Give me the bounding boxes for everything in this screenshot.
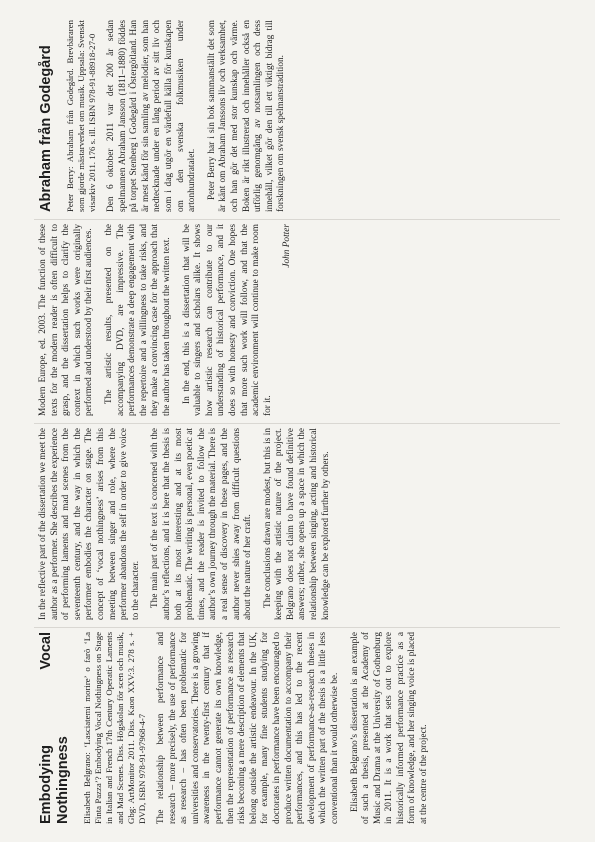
column-rule	[34, 627, 560, 628]
column-1	[38, 632, 558, 824]
column-rule	[34, 423, 560, 424]
body-paragraph: The relationship between performance and research – more precisely, the use of performance as research – has often been problematic for universities and conservatories. There is a growing awareness in the twenty-first century that if performance cannot generate its own knowledge, then the representation of performance as research risks becoming a mere description of elements that belong outside the artistic endeavour. In the UK, for example, many fine students studying for doctorates in performance have been encouraged to produce written documentation to accompany their performances, and this has led to the recent development of performance-as-research theses in which the written part of the thesis is a little less conventional than it would otherwise be.	[156, 632, 340, 824]
review-bibliography: Elisabeth Belgrano: ‘Lasciatemi morire’ o farò ‘La Finta Pazza’? Embodying Vocal Nothingness on Stage in Italian and French 17th Century Operatic Laments and Mad Scenes. Diss. Högskolan för scen och musik, Gbg: ArtMonitor 2011. Diss. Kaon XXV:3. 278 s. + DVD, ISBN 978-91-97968-4-7	[82, 632, 147, 824]
review-title: Embodying Vocal Nothingness	[38, 632, 71, 824]
body-paragraph: In the end, this is a dissertation that will be valuable to singers and scholars alike. It shows how artistic research can contribute to our understanding of historical performance, and it does so with honesty and conviction. One hopes that more such work will follow, and that the academic environment will continue to make room for it.	[181, 224, 273, 416]
body-paragraph: The main part of the text is concerned with the author’s reflections, and it is here that the thesis is both at its most interesting and at its most problematic. The writing is personal, even poetic at times, and the reader is invited to follow the author’s own journey through the material. There is a real sense of discovery in these pages, and the author never shies away from difficult questions about the nature of her craft.	[150, 428, 254, 620]
body-paragraph: Elisabeth Belgrano’s dissertation is an example of such a thesis, presented at the Academy of Music and Drama at the University of Gothenburg in 2011. It is a work that sets out to explore historically informed performance practice as a form of knowledge, and her singing voice is placed at the centre of the project.	[349, 632, 430, 824]
column-rule	[34, 219, 560, 220]
review-bibliography: Peter Berry: Abraham från Godegård. Brevbäraren som gjorde mästarverket om musik. Uppsala: Svenskt visarkiv 2011. 176 s. ill. ISBN 978-91-88918-27-0	[65, 20, 97, 212]
body-paragraph: In the reflective part of the dissertation we meet the author as a performer. She describes the experience of performing laments and mad scenes from the seventeenth century, and the way in which the performer embodies the character on stage. The concept of ‘vocal nothingness’ arises from this meeting between singer and role, where the performer abandons the self in order to give voice to the character.	[38, 428, 141, 620]
column-2	[38, 428, 558, 620]
body-paragraph: Peter Berry har i sin bok sammanställt det som är känt om Abraham Janssons liv och verksamhet, och han gör det med stor kunskap och värme. Boken är rikt illustrerad och innehåller också en utförlig genomgång av notsamlingen och dess innehåll, vilket gör den till ett viktigt bidrag till forskningen om svensk spelmanstradition.	[206, 20, 287, 212]
reviewer-name: John Potter	[282, 224, 293, 268]
column-4	[38, 20, 558, 212]
column-3	[38, 224, 558, 416]
body-paragraph: The artistic results, presented on the accompanying DVD, are impressive. The performances demonstrate a deep engagement with the repertoire and a willingness to take risks, and they make a convincing case for the approach that the author has taken throughout the written text.	[103, 224, 172, 416]
body-paragraph: The conclusions drawn are modest, but this is in keeping with the artistic nature of the project. Belgrano does not claim to have found definitive answers; rather, she opens up a space in which the relationship between singing, acting and historical knowledge can be explored further by others.	[262, 428, 331, 620]
review-title: Abraham från Godegård	[38, 45, 54, 212]
body-paragraph: Modern Europe, ed. 2003. The function of these texts for the modern reader is often difficult to grasp, and the dissertation helps to clarify the context in which such works were originally performed and understood by their first audiences.	[38, 224, 95, 416]
body-paragraph: Den 6 oktober 2011 var det 200 år sedan spelmannen Abraham Jansson (1811–1880) föddes på torpet Stenberg i Godegård i Östergötland. Han är mest känd för sin samling av melodier, som han nedtecknade under en lång period av sitt liv och som i dag utgör en värdefull källa för kunskapen om den svenska folkmusiken under artonhundratalet.	[106, 20, 198, 212]
